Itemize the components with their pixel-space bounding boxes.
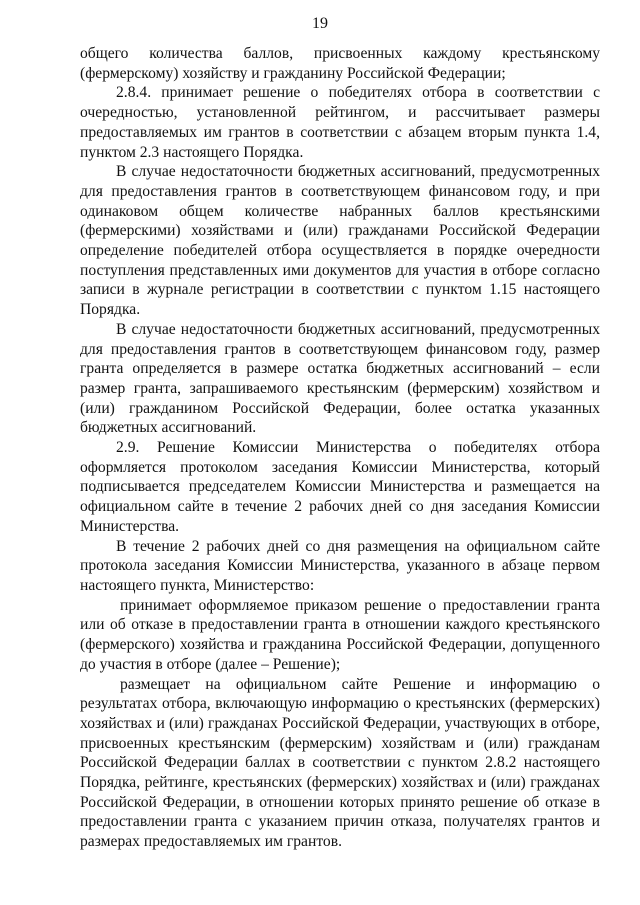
document-body	[80, 44, 600, 852]
paragraph-adopts-decision: принимает оформляемое приказом решение о предоставлении гранта или об отказе в предоставлении гранта в отношении каждого крестьянского (фермерского) хозяйства и гражданина Российской Федерации, допущенного до участия в отборе (далее – Решение);	[80, 596, 600, 673]
paragraph-2-8-4: 2.8.4. принимает решение о победителях отбора в соответствии с очередностью, установленной рейтингом, и рассчитывает размеры предоставляемых им грантов в соответствии с абзацем вторым пункта 1.4, пунктом 2.3 настоящего Порядка.	[80, 84, 600, 161]
paragraph-2-9: 2.9. Решение Комиссии Министерства о победителях отбора оформляется протоколом заседания Комиссии Министерства, который подписывается председателем Комиссии Министерства и размещается на официальном сайте в течение 2 рабочих дней со дня заседания Комиссии Министерства.	[80, 439, 600, 535]
paragraph-insufficient-funds-grant-size: В случае недостаточности бюджетных ассигнований, предусмотренных для предоставления грантов в соответствующем финансовом году, размер гранта определяется в размере остатка бюджетных ассигнований – если размер гранта, запрашиваемого крестьянским (фермерским) хозяйством и (или) гражданином Российской Федерации, более остатка указанных бюджетных ассигнований.	[80, 320, 600, 437]
paragraph-publishes-results: размещает на официальном сайте Решение и информацию о результатах отбора, включающую информацию о крестьянских (фермерских) хозяйствах и (или) гражданах Российской Федерации, участвующих в отборе, присвоенных крестьянским (фермерским) хозяйствам и (или) гражданам Российской Федерации баллах в соответствии с пунктом 2.8.2 настоящего Порядка, рейтинге, крестьянских (фермерских) хозяйствах и (или) гражданах Российской Федерации, в отношении которых принято решение об отказе в предоставлении гранта с указанием причин отказа, получателях грантов и размерах предоставляемых им грантов.	[80, 675, 600, 851]
paragraph-insufficient-funds-equal-score: В случае недостаточности бюджетных ассигнований, предусмотренных для предоставления грантов в соответствующем финансовом году, и при одинаковом общем количестве набранных баллов крестьянскими (фермерскими) хозяйствами и (или) гражданами Российской Федерации определение победителей отбора осуществляется в порядке очередности поступления представленных ими документов для участия в отборе согласно записи в журнале регистрации в соответствии с пунктом 1.15 настоящего Порядка.	[80, 163, 600, 319]
paragraph-continuation: общего количества баллов, присвоенных каждому крестьянскому (фермерскому) хозяйству и гражданину Российской Федерации;	[80, 45, 600, 82]
paragraph-within-2-days: В течение 2 рабочих дней со дня размещения на официальном сайте протокола заседания Комиссии Министерства, указанного в абзаце первом настоящего пункта, Министерство:	[80, 537, 600, 594]
page-number: 19	[312, 15, 328, 32]
